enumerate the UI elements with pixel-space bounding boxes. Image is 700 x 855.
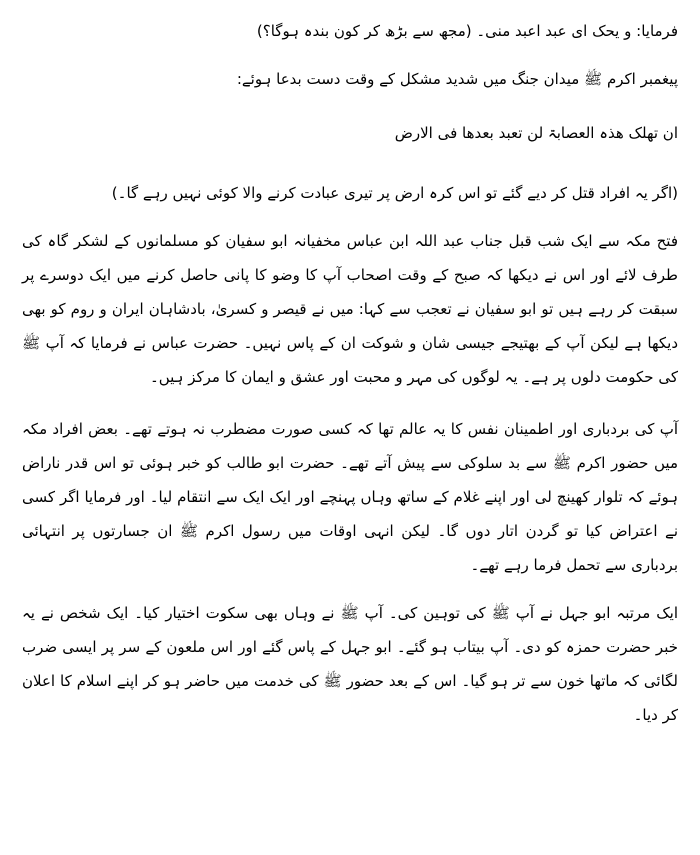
paragraph-arabic-supplication: ان تھلک ھذہ العصابۃ لن تعبد بعدھا فی الارض bbox=[394, 124, 678, 142]
paragraph-prophet-prayer: پیغمبر اکرم ﷺ میدان جنگ میں شدید مشکل کے وقت دست بدعا ہوئے: bbox=[236, 70, 678, 88]
paragraph-translation: (اگر یہ افراد قتل کر دیے گئے تو اس کرہ ارض پر تیری عبادت کرنے والا کوئی نہیں رہے گا۔) bbox=[111, 184, 678, 202]
paragraph-forbearance: آپ کی بردباری اور اطمینان نفس کا یہ عالم تھا کہ کسی صورت مضطرب نہ ہوتے تھے۔ بعض افراد مکہ میں حضور اکرم ﷺ سے بد سلوکی سے پیش آتے تھے۔ حضرت ابو طالب کو خبر ہوئی تو اس قدر ناراض ہوئے کہ تلوار کھینچ لی اور اپنے غلام کے ساتھ وہاں پہنچے اور ایک ایک سے انتقام لیا۔ اور فرمایا اگر کسی نے اعتراض کیا تو گردن اتار دوں گا۔ لیکن انہی اوقات میں رسول اکرم ﷺ ان جسارتوں پر انتہائی بردباری سے تحمل فرما رہے تھے۔ bbox=[22, 420, 678, 574]
paragraph-hamza: ایک مرتبہ ابو جہل نے آپ ﷺ کی توہین کی۔ آپ ﷺ نے وہاں بھی سکوت اختیار کیا۔ ایک شخص نے یہ خبر حضرت حمزہ کو دی۔ آپ بیتاب ہو گئے۔ ابو جہل کے پاس گئے اور اس ملعون کے سر پر ایسی ضرب لگائی کہ ماتھا خون سے تر ہو گیا۔ اس کے بعد حضور ﷺ کی خدمت میں حاضر ہو کر اپنے اسلام کا اعلان کر دیا۔ bbox=[22, 604, 678, 724]
paragraph-quote-abd: فرمایا: و یحک ای عبد اعبد منی۔ (مجھ سے بڑھ کر کون بندہ ہوگا؟) bbox=[256, 22, 678, 40]
paragraph-fath-makkah: فتح مکہ سے ایک شب قبل جناب عبد اللہ ابن عباس مخفیانہ ابو سفیان کو مسلمانوں کے لشکر گاہ کی طرف لائے اور اس نے دیکھا کہ صبح کے وقت اصحاب آپ کا وضو کا پانی حاصل کرنے میں ایک دوسرے پر سبقت کر رہے ہیں تو ابو سفیان نے تعجب سے کہا: میں نے قیصر و کسریٰ، بادشاہان ایران و روم کو بھی دیکھا ہے لیکن آپ کے بھتیجے جیسی شان و شوکت ان کے پاس نہیں۔ حضرت عباس نے فرمایا کہ آپ ﷺ کی حکومت دلوں پر ہے۔ یہ لوگوں کی مہر و محبت اور عشق و ایمان کا مرکز ہیں۔ bbox=[22, 232, 678, 386]
